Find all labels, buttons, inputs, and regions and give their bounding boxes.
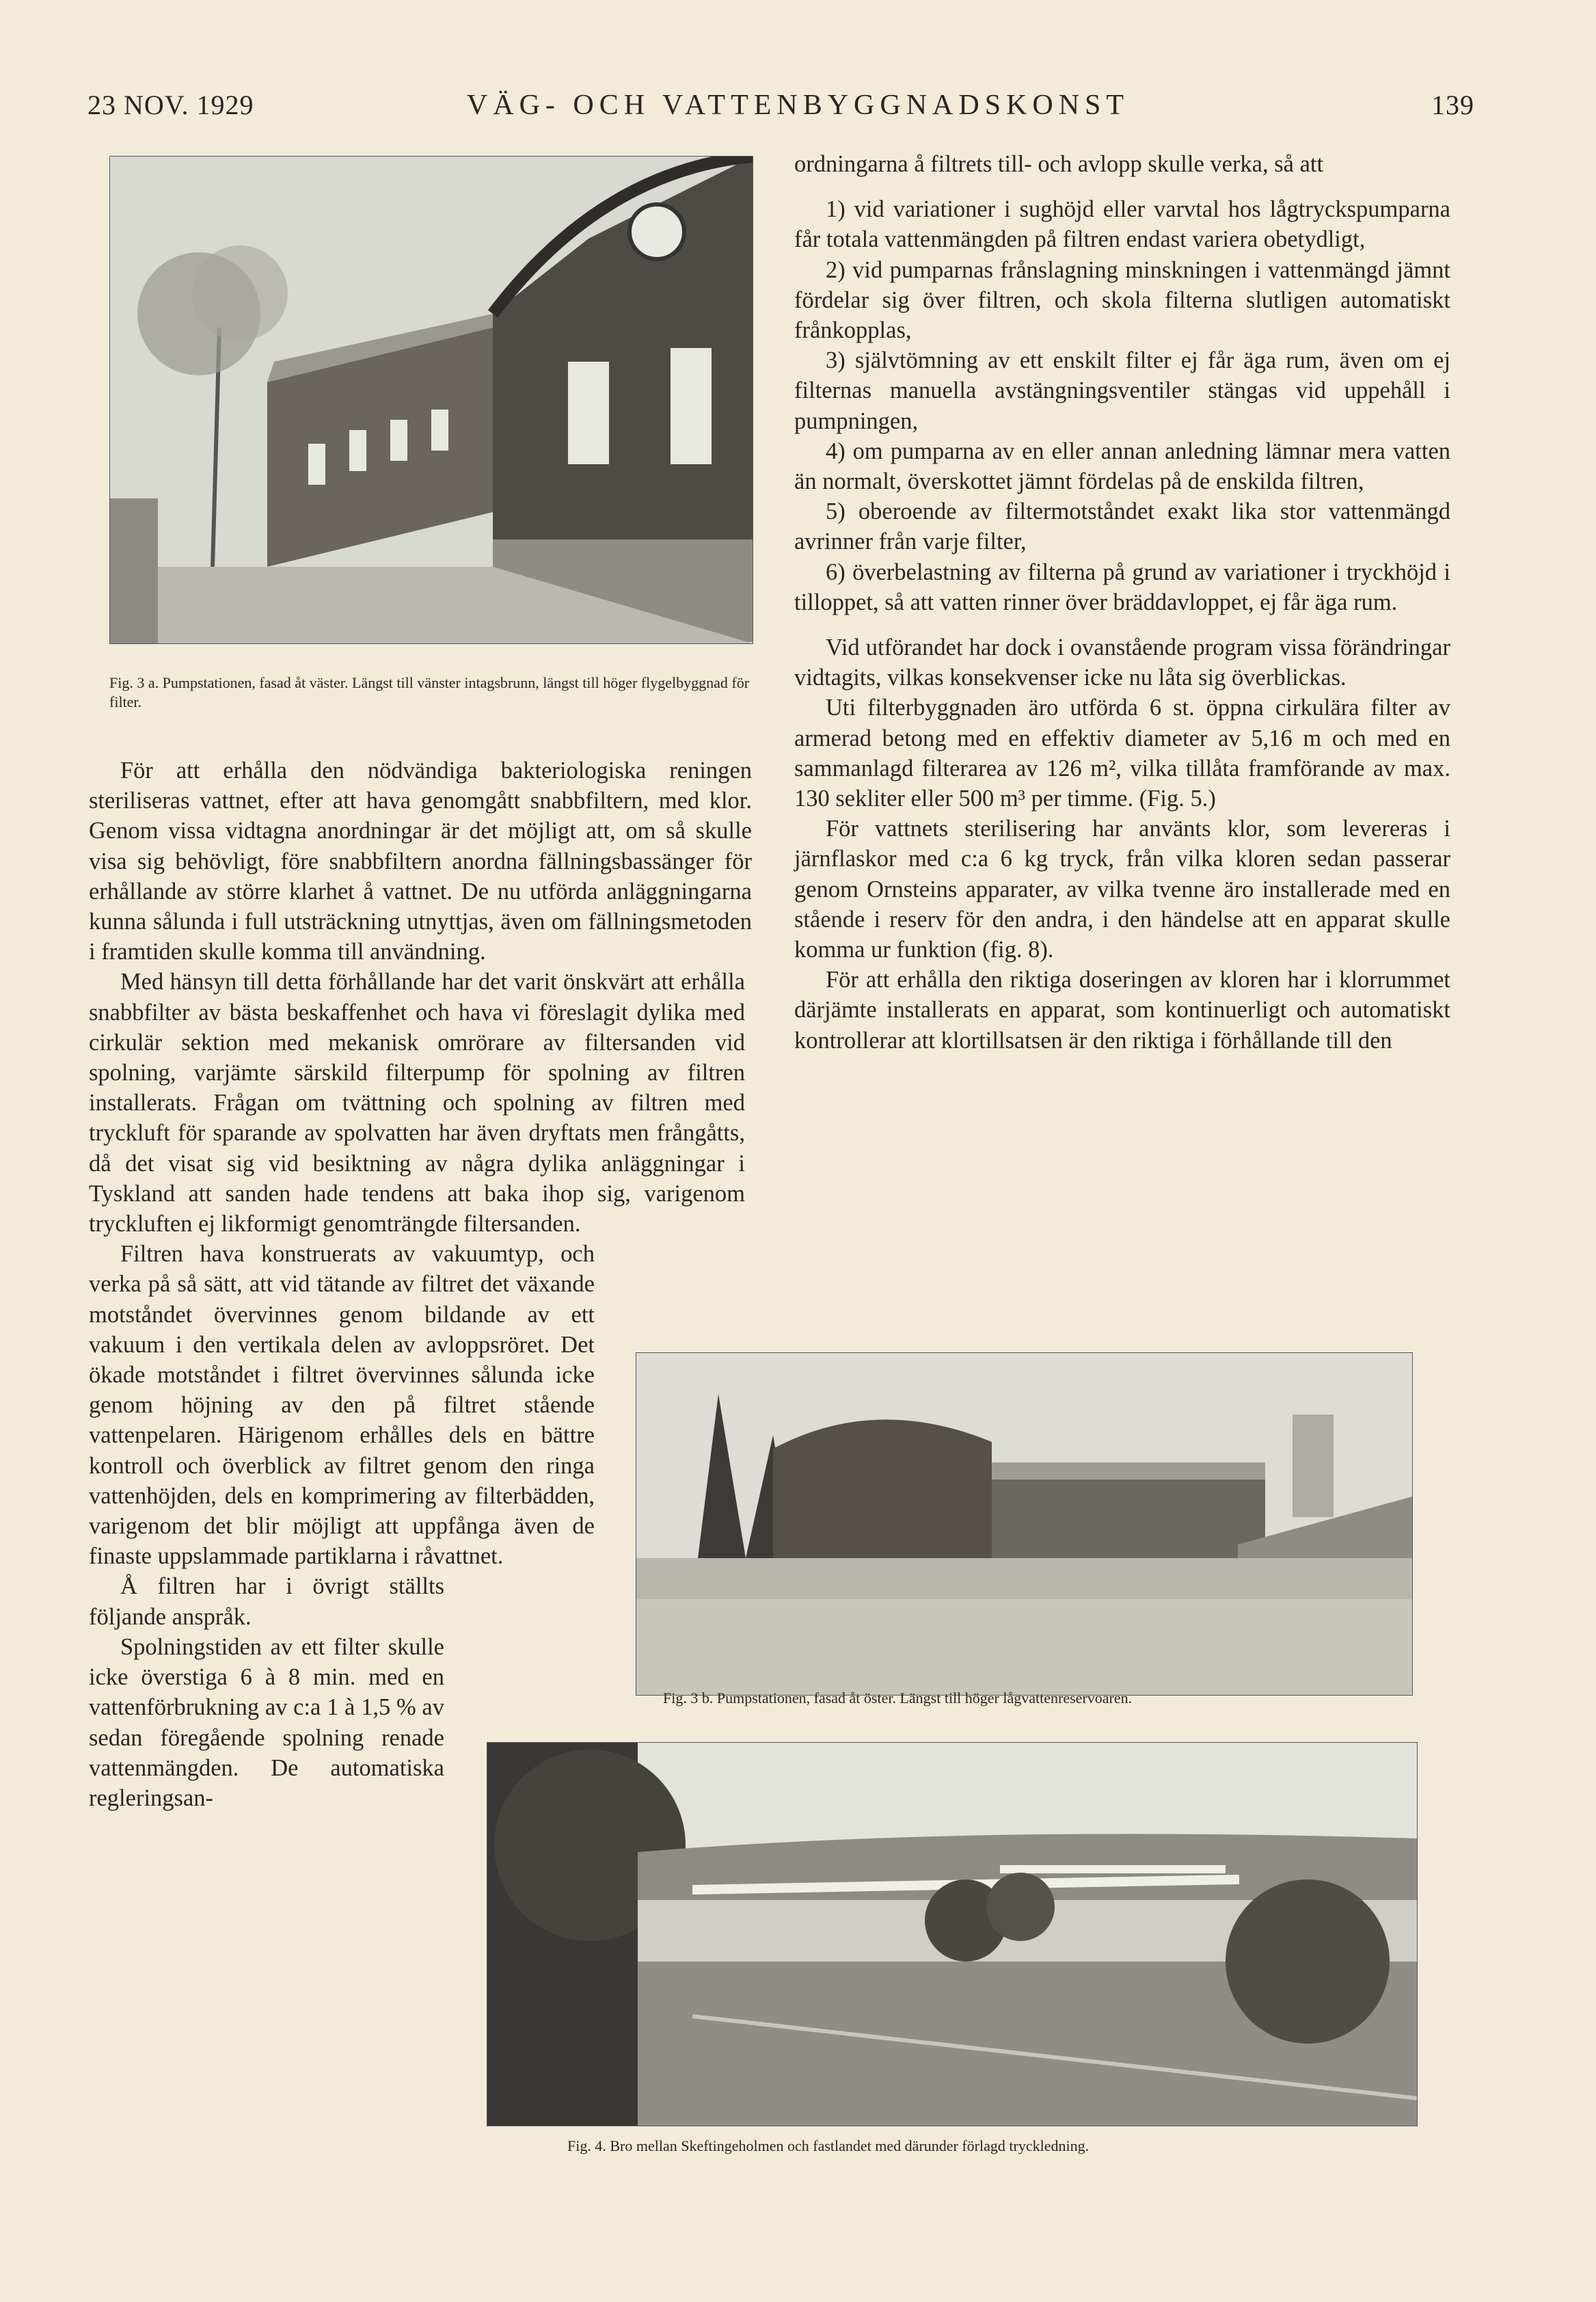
fig3b-illustration (636, 1353, 1412, 1695)
right-para-2: Uti filterbyggnaden äro utförda 6 st. öppna cirkulära filter av armerad betong med en effektiv diameter av 5,16 m och med en sammanlagd filterarea av 126 m², vilka tillåta framförande av max. 130 sekliter eller 500 m³ per timme. (Fig. 5.) (794, 695, 1450, 812)
fig3b-caption: Fig. 3 b. Pumpstationen, fasad åt öster. Längst till höger lågvattenreservoaren. (663, 1689, 1133, 1707)
journal-title: VÄG- OCH VATTENBYGGNADSKONST (466, 90, 1130, 121)
right-item-1: 1) vid variationer i sughöjd eller varvtal hos lågtryckspumparna får totala vattenmängden på filtren endast variera obetydligt, (794, 196, 1450, 253)
fig3b-photo (636, 1352, 1413, 1696)
left-para-2: Med hänsyn till detta förhållande har det varit önskvärt att erhålla snabbfilter av bästa beskaffenhet och hava vi föreslagit dylika med cirkulär sektion med mekanisk omrörare av filtersanden vid spolning, varjämte särskild filterpump för spolning av filtren installerats. Frågan om tvättning och spolning av filtren med tryckluft för sparande av spolvatten har även dryftats men frångåtts, då det visat sig vid besiktning av några dylika anläggningar i Tyskland att sanden hade tendens att baka ihop sig, varigenom tryckluften ej likformigt genomträngde filtersanden. (89, 969, 745, 1237)
fig3a-caption: Fig. 3 a. Pumpstationen, fasad åt väster. Längst till vänster intagsbrunn, längst till höger flygelbyggnad för filter. (109, 674, 750, 710)
left-para-3: Filtren hava konstruerats av vakuumtyp, och verka på så sätt, att vid tätande av filtret det växande motståndet övervinnes genom bildande av ett vakuum i den vertikala delen av avloppsröret. Det ökade motståndet i filtret övervinnes sålunda icke genom höjning av den på filtret stående vattenpelaren. Härigenom erhålles dels en bättre kontroll och överblick av filtret genom den ringa vattenhöjden, dels en komprimering av filterbädden, varigenom det blir möjligt att uppfånga även de finaste uppslammade partiklarna i råvattnet. (89, 1241, 595, 1570)
left-para-4: Å filtren har i övrigt ställts följande anspråk. (89, 1573, 444, 1630)
right-para-3: För vattnets sterilisering har använts klor, som levereras i järnflaskor med c:a 6 kg tryck, från vilka kloren sedan passerar genom Ornsteins apparater, av vilka tvenne äro installerade med en stående i reserv för den andra, i den händelse att en apparat skulle komma ur funktion (fig. 8). (794, 816, 1450, 963)
fig4-illustration (487, 1743, 1417, 2126)
header-date: 23 NOV. 1929 (87, 90, 254, 120)
right-item-2: 2) vid pumparnas frånslagning minskningen i vattenmängd jämnt fördelar sig över filtren, och skola filterna slutligen automatiskt frånkopplas, (794, 256, 1450, 344)
right-item-5: 5) oberoende av filtermotståndet exakt lika stor vattenmängd avrinner från varje filter, (794, 498, 1450, 555)
right-column (794, 149, 1450, 1056)
right-intro: ordningarna å filtrets till- och avlopp skulle verka, så att (794, 151, 1324, 177)
right-item-3: 3) självtömning av ett enskilt filter ej får äga rum, även om ej filternas manuella avstängningsventiler stängas vid uppehåll i pumpningen, (794, 347, 1450, 434)
right-item-4: 4) om pumparna av en eller annan anledning lämnar mera vatten än normalt, överskottet jämnt fördelas på de enskilda filtren, (794, 438, 1450, 495)
left-para-1: För att erhålla den nödvändiga bakteriologiska reningen steriliseras vattnet, efter att hava genomgått snabbfiltern, med klor. Genom vissa vidtagna anordningar är det möjligt att, om så skulle visa sig behövligt, före snabbfiltern anordna fällningsbassänger för erhållande av större klarhet å vattnet. De nu utförda anläggningarna kunna sålunda i full utsträckning utnyttjas, även om fällningsmetoden i framtiden skulle komma till användning. (89, 758, 752, 965)
fig4-caption: Fig. 4. Bro mellan Skeftingeholmen och fastlandet med därunder förlagd tryckledning. (567, 2137, 1090, 2154)
fig3a-photo (109, 156, 753, 644)
page-number: 139 (1431, 90, 1474, 120)
right-para-1: Vid utförandet har dock i ovanstående program vissa förändringar vidtagits, vilkas konsekvenser icke nu låta sig överblickas. (794, 634, 1450, 691)
fig4-photo (487, 1742, 1418, 2126)
fig3a-illustration (110, 157, 753, 643)
left-para-5: Spolningstiden av ett filter skulle icke överstiga 6 à 8 min. med en vattenförbrukning av c:a 1 à 1,5 % av sedan föregående spolning renade vattenmängden. De automatiska regleringsan- (89, 1633, 444, 1811)
right-item-6: 6) överbelastning av filterna på grund av variationer i tryckhöjd i tilloppet, så att vatten rinner över bräddavloppet, ej får äga rum. (794, 559, 1450, 615)
right-para-4: För att erhålla den riktiga doseringen av kloren har i klorrummet därjämte installerats en apparat, som kontinuerligt och automatiskt kontrollerar att klortillsatsen är den riktiga i förhållande till den (794, 967, 1450, 1054)
